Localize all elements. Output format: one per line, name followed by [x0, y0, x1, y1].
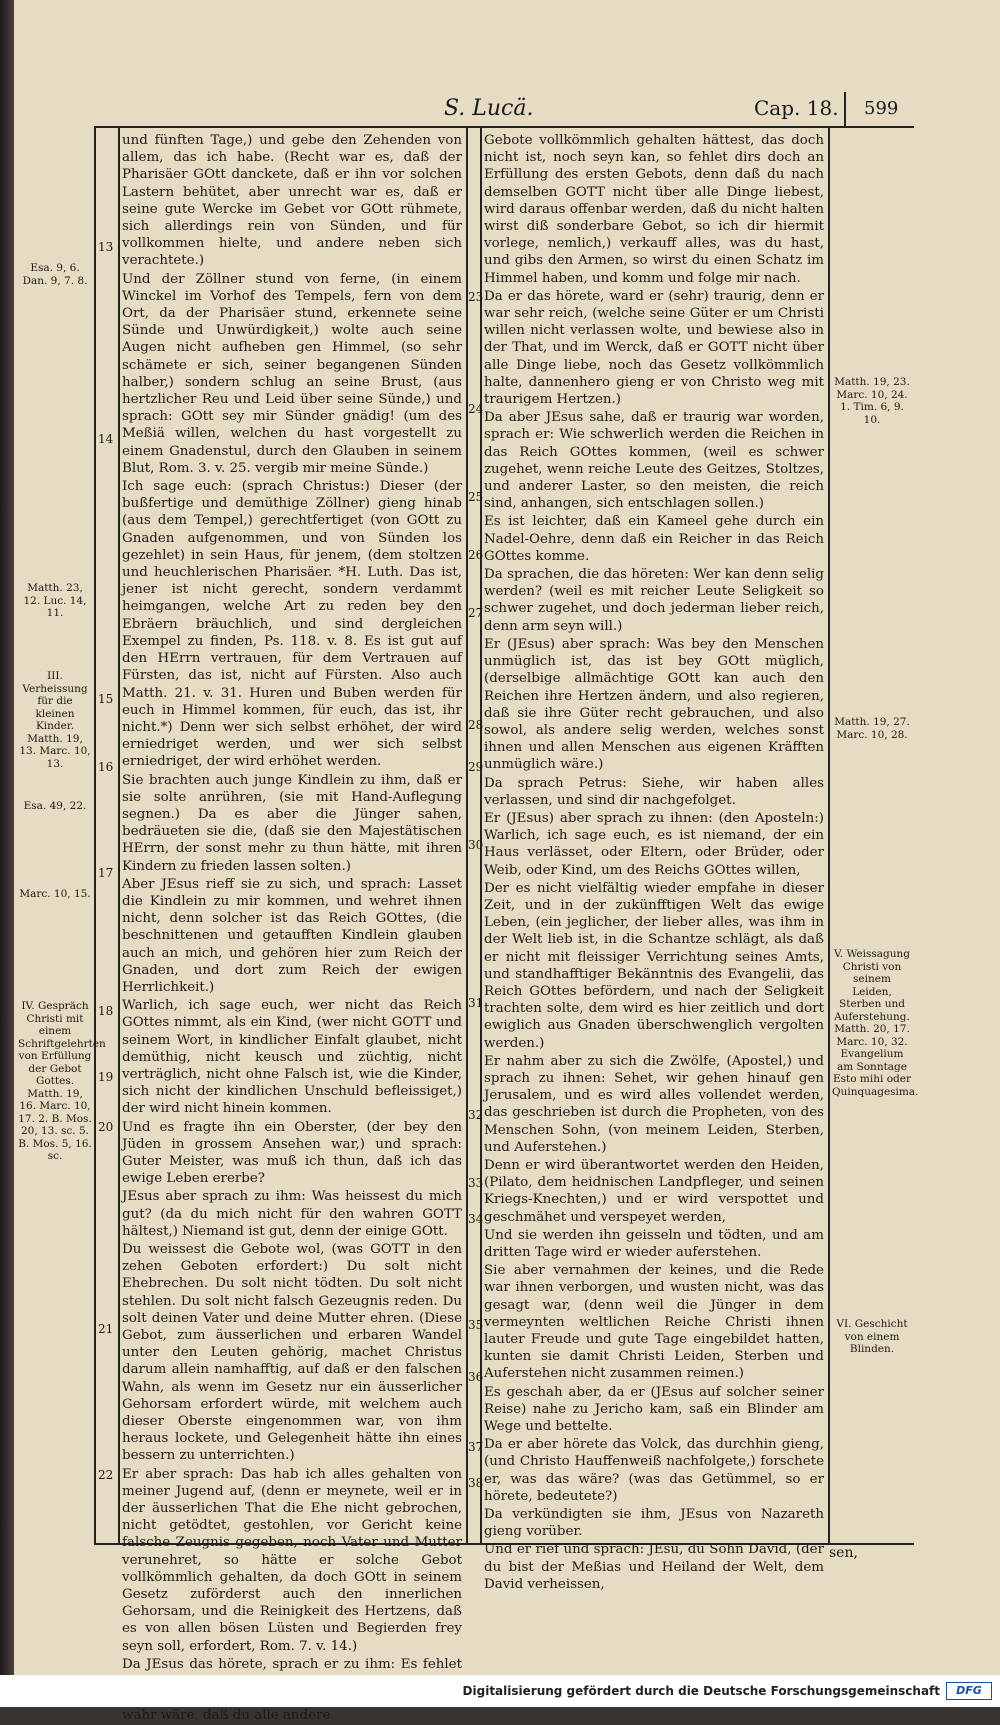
- verse-text: Er (JEsus) aber sprach zu ihnen: (den Aposteln:) Warlich, ich sage euch, es ist niemand, der ein Haus verlässet, oder Eltern, oder Brüder, oder Weib, oder Kind, um des Reichs GOttes willen,: [484, 810, 824, 878]
- verse-text: Aber JEsus rieff sie zu sich, und sprach: Lasset die Kindlein zu mir kommen, und wehret ihnen nicht, denn solcher ist das Reich GOttes, (die beschnittenen und getaufften Kindlein glauben auch an mich, und gehören hier zum Reich der Gnaden, und dort zum Reich der ewigen Herrlichkeit.): [122, 876, 462, 995]
- verse-number: 22: [98, 1468, 114, 1482]
- verse-text: Gebote vollkömmlich gehalten hättest, das doch nicht ist, noch seyn kan, so fehlet dirs doch an Erfüllung des ersten Gebots, denn daß du nach demselben GOTT nicht über alle Dinge liebest, wird daraus offenbar werden, daß du nicht halten wirst diß sonderbare Gebot, so ich dir hiermit vorlege, nemlich,) verkauff alles, was du hast, und gibs den Armen, so wirst du einen Schatz im Himmel haben, und komm und folge mir nach.: [484, 133, 824, 286]
- verse-text: Da verkündigten sie ihm, JEsus von Nazareth gieng vorüber.: [484, 1507, 824, 1540]
- verse-number: 17: [98, 866, 114, 880]
- verse-text: Der es nicht vielfältig wieder empfahe in dieser Zeit, und in der zukünfftigen Welt das ewige Leben, (ein jeglicher, der lieber alles, was ihm in der Welt lieb ist, in die Schantze schlägt, als daß er nicht mit fleissiger Verrichtung seines Amts, und standhafftiger Bekänntnis des Evangelii, das Reich GOttes befördern, und nach der Seligkeit trachten solte, dem wird es hier zeitlich und dort ewiglich aus Gnaden überschwenglich vergolten werden.): [484, 880, 824, 1051]
- margin-note-left: IV. Gespräch Christi mit einem Schriftgelehrten von Erfüllung der Gebot Gottes. Matth. 19, 16. Marc. 10, 17. 2. B. Mos. 20, 13. sc. 5. B. Mos. 5, 16. sc.: [18, 1000, 106, 1162]
- verse-number: 23: [468, 290, 484, 304]
- verse-number: 28: [468, 718, 484, 732]
- verse-text: und fünften Tage,) und gebe den Zehenden von allem, das ich habe. (Recht war es, daß der Pharisäer GOtt danckete, daß er ihn vor solchen Lastern behütet, aber unrecht war es, daß er seine gute Wercke im Gebet vor GOtt rühmete, sich allerdings rein von Sünden, und für vollkommen hielte, und andere neben sich verachtete.): [122, 133, 462, 269]
- margin-note-left: Marc. 10, 15.: [19, 888, 91, 900]
- text-column-left: [122, 132, 462, 1724]
- verse-text: Da er aber hörete das Volck, das durchhin gieng, (und Christo Hauffenweiß nachfolgete,) forschete er, was das wäre? (was das Getümmel, so er hörete, bedeutete?): [484, 1437, 824, 1504]
- verse-text: Er (JEsus) aber sprach: Was bey den Menschen unmüglich ist, das ist bey GOtt müglich, (derselbige allmächtige GOtt kan auch den Reichen ihre Hertzen ändern, und also regieren, daß sie ihre Güter recht gebrauchen, und also sowol, als andere selig werden, welches sonst ihnen und allen Menschen aus eigenen Kräfften unmüglich wäre.): [484, 636, 824, 773]
- running-title: S. Lucä.: [444, 96, 534, 121]
- verse-text: Denn er wird überantwortet werden den Heiden, (Pilato, dem heidnischen Landpfleger, und seinen Kriegs-Knechten,) und er wird verspottet und geschmähet und verspeyet werden,: [484, 1157, 824, 1225]
- verse-number: 16: [98, 760, 114, 774]
- margin-note-left: Esa. 9, 6. Dan. 9, 7. 8.: [22, 262, 88, 287]
- verse-number: 33: [468, 1176, 484, 1190]
- verse-text: Es ist leichter, daß ein Kameel gehe durch ein Nadel-Oehre, denn daß ein Reicher in das Reich GOttes komme.: [484, 514, 824, 564]
- footer-bar: [0, 1675, 1000, 1707]
- verse-left-rule: [118, 128, 120, 1543]
- verse-text: Er aber sprach: Das hab ich alles gehalten von meiner Jugend auf, (denn er meynete, weil er in der äusserlichen That die Ehe nicht gebrochen, nicht getödtet, gestohlen, vor Gericht keine falsche Zeugnis gegeben, noch Vater und Mutter verunehret, so hätte er solche Gebot vollkömmlich gehalten, da doch GOtt in seinem Gesetz zuförderst auch den innerlichen Gehorsam, und die Reinigkeit des Hertzens, daß es von allen bösen Lüsten und Begierden frey seyn soll, erfordert, Rom. 7. v. 14.): [122, 1466, 462, 1654]
- margin-note-left: III. Verheissung für die kleinen Kinder. Matth. 19, 13. Marc. 10, 13.: [19, 670, 91, 770]
- verse-text: Und der Zöllner stund von ferne, (in einem Winckel im Vorhof des Tempels, fern von dem Ort, da der Pharisäer stund, erkennete seine Sünde und Unwürdigkeit,) wolte auch seine Augen nicht aufheben gen Himmel, (so sehr schämete er sich, seiner begangenen Sünden halber,) sondern schlug an seine Brust, (aus hertzlicher Reu und Leid über seine Sünde,) und sprach: GOtt sey mir Sünder gnädig! (um des Meßiä willen, welchen du hast vorgestellt zu einem Gnadenstul, durch den Glauben in seinem Blut, Rom. 3. v. 25. vergib mir meine Sünde.): [122, 271, 462, 476]
- verse-text: Es geschah aber, da er (JEsus auf solcher seiner Reise) nahe zu Jericho kam, saß ein Blinder am Wege und bettelte.: [484, 1384, 824, 1435]
- margin-note-right: Matth. 19, 23. Marc. 10, 24. 1. Tim. 6, 9. 10.: [834, 376, 910, 426]
- frame-left-rule: [94, 128, 96, 1543]
- verse-number: 37: [468, 1440, 484, 1454]
- verse-text: Da aber JEsus sahe, daß er traurig war worden, sprach er: Wie schwerlich werden die Reichen in das Reich GOttes kommen, (weil es schwer zugehet, wenn reiche Leute des Geitzes, Stoltzes, und anderer Laster, so den meisten, die reich sind, anhangen, sich entschlagen sollen.): [484, 410, 824, 512]
- book-spine: [0, 0, 14, 1707]
- verse-number: 13: [98, 240, 114, 254]
- running-header: [94, 92, 914, 128]
- verse-number: 20: [98, 1120, 114, 1134]
- verse-number: 31: [468, 996, 484, 1010]
- margin-note-right: V. Weissagung Christi von seinem Leiden, Sterben und Auferstehung. Matth. 20, 17. Marc. 10, 32. Evangelium am Sonntage Esto mihi oder Quinquagesima.: [832, 948, 919, 1098]
- verse-number: 19: [98, 1070, 114, 1084]
- verse-number: 38: [468, 1476, 484, 1490]
- verse-number: 32: [468, 1108, 484, 1122]
- text-column-right: [484, 132, 824, 1592]
- verse-text: Da sprach Petrus: Siehe, wir haben alles verlassen, und sind dir nachgefolget.: [484, 775, 824, 808]
- verse-text: Da er das hörete, ward er (sehr) traurig, denn er war sehr reich, (welche seine Güter er um Christi willen nicht verlassen wolte, und bewiese also in der That, und im Werck, daß er GOTT nicht über alle Dinge liebe, noch das Gesetz vollkömmlich halte, dannenhero gieng er von Christo weg mit traurigem Hertzen.): [484, 288, 824, 408]
- verse-number: 29: [468, 760, 484, 774]
- verse-text: Und er rief und sprach: JEsu, du Sohn David, (der du bist der Meßias und Heiland der Welt, dem David verheissen,: [484, 1542, 824, 1592]
- verse-number: 27: [468, 606, 484, 620]
- page-number: 599: [864, 98, 899, 119]
- verse-number: 24: [468, 402, 484, 416]
- funding-notice: Digitalisierung gefördert durch die Deutsche Forschungsgemeinschaft: [462, 1684, 940, 1698]
- verse-text: Sie brachten auch junge Kindlein zu ihm, daß er sie solte anrühren, (sie mit Hand-Auflegung segnen.) Da es aber die Jünger sahen, bedräueten sie die, (daß sie den Majestätischen HErrn, der sonst mehr zu thun hätte, mit ihren Kindern zu frieden lassen solten.): [122, 772, 462, 874]
- verse-text: Und sie werden ihn geisseln und tödten, und am dritten Tage wird er wieder auferstehen.: [484, 1227, 824, 1260]
- dfg-logo: DFG: [946, 1682, 992, 1700]
- verse-text: JEsus aber sprach zu ihm: Was heissest du mich gut? (da du mich nicht für den wahren GOTT hältest,) Niemand ist gut, denn der einige GOtt.: [122, 1189, 462, 1239]
- margin-note-left: Matth. 23, 12. Luc. 14, 11.: [23, 582, 87, 619]
- verse-number: 21: [98, 1322, 114, 1336]
- header-divider: [844, 92, 846, 128]
- verse-number: 36: [468, 1370, 484, 1384]
- verse-text: Ich sage euch: (sprach Christus:) Dieser (der bußfertige und demüthige Zöllner) gieng hinab (aus dem Tempel,) gerechtfertiget (von GOtt zu Gnaden aufgenommen, und von Sünden los gezehlet) in sein Haus, für jenem, (dem stoltzen und heuchlerischen Pharisäer. *H. Luth. Das ist, jener ist nicht gerecht, sondern verdammt heimgangen, welche Art zu reden bey den Ebräern bräuchlich, und sind dergleichen Exempel zu finden, Ps. 118. v. 8. Es ist gut auf den HErrn vertrauen, für dem Vertrauen auf Fürsten, das ist, nicht auf Fürsten. Also auch Matth. 21. v. 31. Huren und Buben werden für euch in Himmel kommen, für euch, das ist, ihr nicht.*) Denn wer sich selbst erhöhet, der wird erniedriget werden, und wer sich selbst erniedriget, der wird erhöhet werden.: [122, 479, 462, 770]
- margin-note-left: Esa. 49, 22.: [23, 800, 87, 812]
- verse-number: 15: [98, 692, 114, 706]
- verse-number: 30: [468, 838, 484, 852]
- verse-number: 18: [98, 1004, 114, 1018]
- verse-number: 34: [468, 1212, 484, 1226]
- verse-text: Da JEsus das hörete, sprach er zu ihm: Es fehlet wahr wäre, daß du alle andere: [122, 1656, 462, 1724]
- verse-number: 14: [98, 432, 114, 446]
- verse-text: Da sprachen, die das höreten: Wer kan denn selig werden? (weil es mit reicher Leute Seligkeit so schwer zugehet, und doch jederman lieber reich, denn arm seyn will.): [484, 567, 824, 634]
- margin-note-right: Matth. 19, 27. Marc. 10, 28.: [834, 716, 910, 741]
- verse-text: Warlich, ich sage euch, wer nicht das Reich GOttes nimmt, als ein Kind, (wer nicht GOTT und seinem Wort, in kindlicher Einfalt glaubet, nicht demüthig, nicht keusch und züchtig, nicht verträglich, nicht ohne Falsch ist, wie die Kinder, sich nicht der kindlichen Unschuld befleissiget,) der wird nicht hinein kommen.: [122, 998, 462, 1117]
- catchword: sen,: [829, 1545, 858, 1561]
- verse-text: Er nahm aber zu sich die Zwölfe, (Apostel,) und sprach zu ihnen: Sehet, wir gehen hinauf gen Jerusalem, und es wird alles vollendet werden, das geschrieben ist durch die Propheten, von des Menschen Sohn, (von meinem Leiden, Sterben, und Auferstehen.): [484, 1053, 824, 1155]
- chapter-label: Cap. 18.: [754, 96, 839, 120]
- right-margin-rule: [828, 128, 830, 1543]
- verse-text: Sie aber vernahmen der keines, und die Rede war ihnen verborgen, und wusten nicht, was das gesagt war, (denn weil die Jünger in dem vermeynten weltlichen Reiche Christi ihnen lauter Freude und gute Tage eingebildet hatten, kunten sie damit Christi Leiden, Sterben und Auferstehen nicht zusammen reimen.): [484, 1263, 824, 1382]
- verse-text: Und es fragte ihn ein Oberster, (der bey den Jüden in grossem Ansehen war,) und sprach: Guter Meister, was muß ich thun, daß ich das ewige Leben ererbe?: [122, 1119, 462, 1187]
- verse-text: Du weissest die Gebote wol, (was GOTT in den zehen Geboten erfordert:) Du solt nicht Ehebrechen. Du solt nicht tödten. Du solt nicht stehlen. Du solt nicht falsch Gezeugnis reden. Du solt deinen Vater und deine Mutter ehren. (Diese Gebot, zum äusserlichen und erbaren Wandel unter den Leuten gehörig, machet Christus darum allein namhafftig, auf daß er den falschen Wahn, als wenn im Gesetz nur ein äusserlicher Gehorsam erfordert würde, mit welchem auch dieser Oberste eingenommen war, von ihm heraus lockete, und Gelegenheit hätte ihn eines bessern zu unterrichten.): [122, 1242, 462, 1464]
- verse-number: 35: [468, 1318, 484, 1332]
- margin-note-right: VI. Geschicht von einem Blinden.: [836, 1318, 908, 1355]
- verse-number: 26: [468, 548, 484, 562]
- verse-number: 25: [468, 490, 484, 504]
